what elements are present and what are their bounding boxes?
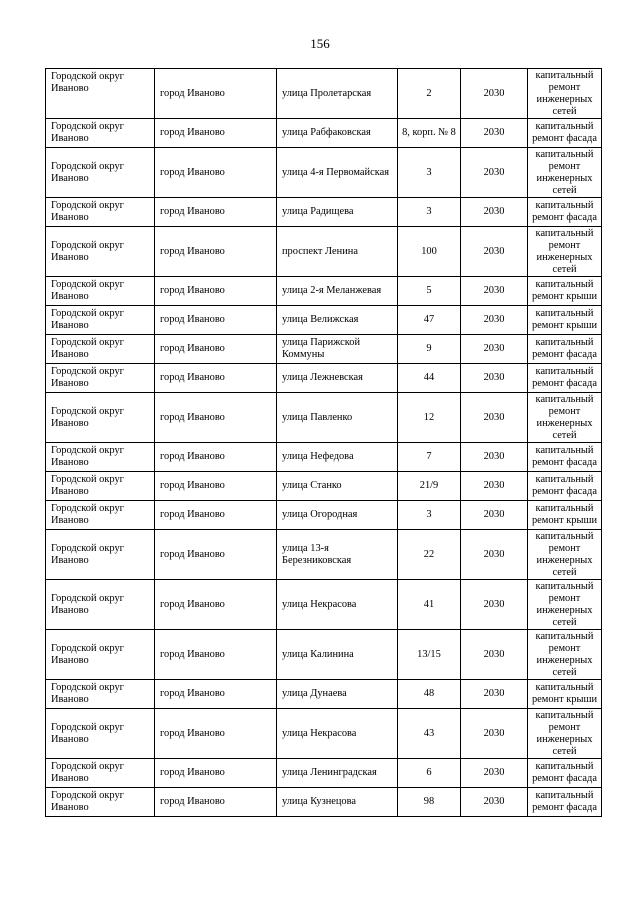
god-cell: 2030: [461, 364, 528, 393]
god-cell: 2030: [461, 148, 528, 198]
god-cell: 2030: [461, 335, 528, 364]
vid-cell: капитальный ремонт фасада: [528, 788, 602, 817]
gorod-cell: город Иваново: [155, 709, 277, 759]
table-row: [46, 198, 602, 227]
vid-cell: капитальный ремонт инженерных сетей: [528, 393, 602, 443]
vid-cell: капитальный ремонт фасада: [528, 119, 602, 148]
okrug-cell: Городской округ Иваново: [46, 364, 155, 393]
gorod-cell: город Иваново: [155, 443, 277, 472]
god-cell: 2030: [461, 709, 528, 759]
dom-cell: 8, корп. № 8: [398, 119, 461, 148]
table-row: [46, 119, 602, 148]
dom-cell: 100: [398, 227, 461, 277]
vid-cell: капитальный ремонт крыши: [528, 277, 602, 306]
vid-cell: капитальный ремонт крыши: [528, 306, 602, 335]
gorod-cell: город Иваново: [155, 227, 277, 277]
page-number: 156: [310, 36, 330, 51]
table-row: [46, 148, 602, 198]
gorod-cell: город Иваново: [155, 530, 277, 580]
gorod-cell: город Иваново: [155, 759, 277, 788]
gorod-cell: город Иваново: [155, 501, 277, 530]
vid-cell: капитальный ремонт крыши: [528, 501, 602, 530]
vid-cell: капитальный ремонт инженерных сетей: [528, 148, 602, 198]
dom-cell: 9: [398, 335, 461, 364]
okrug-cell: Городской округ Иваново: [46, 709, 155, 759]
dom-cell: 22: [398, 530, 461, 580]
okrug-cell: Городской округ Иваново: [46, 759, 155, 788]
ulica-cell: улица Велижская: [277, 306, 398, 335]
okrug-cell: Городской округ Иваново: [46, 277, 155, 306]
table-row: [46, 306, 602, 335]
dom-cell: 98: [398, 788, 461, 817]
table-row: [46, 443, 602, 472]
table-row: [46, 788, 602, 817]
dom-cell: 3: [398, 148, 461, 198]
table-row: [46, 630, 602, 680]
table-body: [46, 69, 602, 817]
vid-cell: капитальный ремонт фасада: [528, 198, 602, 227]
god-cell: 2030: [461, 198, 528, 227]
ulica-cell: улица Некрасова: [277, 580, 398, 630]
god-cell: 2030: [461, 530, 528, 580]
ulica-cell: улица Лежневская: [277, 364, 398, 393]
gorod-cell: город Иваново: [155, 472, 277, 501]
okrug-cell: Городской округ Иваново: [46, 393, 155, 443]
table-row: [46, 393, 602, 443]
vid-cell: капитальный ремонт крыши: [528, 680, 602, 709]
okrug-cell: Городской округ Иваново: [46, 335, 155, 364]
ulica-cell: улица Пролетарская: [277, 69, 398, 119]
god-cell: 2030: [461, 501, 528, 530]
gorod-cell: город Иваново: [155, 364, 277, 393]
okrug-cell: Городской округ Иваново: [46, 680, 155, 709]
okrug-cell: Городской округ Иваново: [46, 69, 155, 119]
dom-cell: 5: [398, 277, 461, 306]
ulica-cell: улица Огородная: [277, 501, 398, 530]
dom-cell: 6: [398, 759, 461, 788]
dom-cell: 43: [398, 709, 461, 759]
table-row: [46, 472, 602, 501]
okrug-cell: Городской округ Иваново: [46, 227, 155, 277]
ulica-cell: улица Калинина: [277, 630, 398, 680]
dom-cell: 44: [398, 364, 461, 393]
ulica-cell: улица Рабфаковская: [277, 119, 398, 148]
ulica-cell: улица Станко: [277, 472, 398, 501]
okrug-cell: Городской округ Иваново: [46, 788, 155, 817]
vid-cell: капитальный ремонт инженерных сетей: [528, 630, 602, 680]
ulica-cell: улица 13-я Березниковская: [277, 530, 398, 580]
table-row: [46, 530, 602, 580]
ulica-cell: улица Нефедова: [277, 443, 398, 472]
god-cell: 2030: [461, 69, 528, 119]
vid-cell: капитальный ремонт фасада: [528, 472, 602, 501]
ulica-cell: улица Дунаева: [277, 680, 398, 709]
god-cell: 2030: [461, 277, 528, 306]
god-cell: 2030: [461, 630, 528, 680]
ulica-cell: улица Ленинградская: [277, 759, 398, 788]
table-row: [46, 227, 602, 277]
table-row: [46, 680, 602, 709]
god-cell: 2030: [461, 227, 528, 277]
gorod-cell: город Иваново: [155, 69, 277, 119]
table-row: [46, 501, 602, 530]
god-cell: 2030: [461, 788, 528, 817]
ulica-cell: проспект Ленина: [277, 227, 398, 277]
ulica-cell: улица 2-я Меланжевая: [277, 277, 398, 306]
gorod-cell: город Иваново: [155, 788, 277, 817]
table-row: [46, 69, 602, 119]
vid-cell: капитальный ремонт фасада: [528, 759, 602, 788]
okrug-cell: Городской округ Иваново: [46, 119, 155, 148]
ulica-cell: улица 4-я Первомайская: [277, 148, 398, 198]
dom-cell: 3: [398, 198, 461, 227]
ulica-cell: улица Павленко: [277, 393, 398, 443]
vid-cell: капитальный ремонт фасада: [528, 335, 602, 364]
gorod-cell: город Иваново: [155, 393, 277, 443]
gorod-cell: город Иваново: [155, 198, 277, 227]
god-cell: 2030: [461, 580, 528, 630]
vid-cell: капитальный ремонт инженерных сетей: [528, 227, 602, 277]
dom-cell: 47: [398, 306, 461, 335]
god-cell: 2030: [461, 119, 528, 148]
dom-cell: 2: [398, 69, 461, 119]
god-cell: 2030: [461, 393, 528, 443]
god-cell: 2030: [461, 759, 528, 788]
vid-cell: капитальный ремонт инженерных сетей: [528, 580, 602, 630]
god-cell: 2030: [461, 680, 528, 709]
ulica-cell: улица Радищева: [277, 198, 398, 227]
god-cell: 2030: [461, 472, 528, 501]
gorod-cell: город Иваново: [155, 680, 277, 709]
repair-schedule-table: [45, 68, 602, 817]
okrug-cell: Городской округ Иваново: [46, 472, 155, 501]
table-row: [46, 759, 602, 788]
table-row: [46, 277, 602, 306]
gorod-cell: город Иваново: [155, 148, 277, 198]
okrug-cell: Городской округ Иваново: [46, 443, 155, 472]
gorod-cell: город Иваново: [155, 119, 277, 148]
vid-cell: капитальный ремонт инженерных сетей: [528, 709, 602, 759]
okrug-cell: Городской округ Иваново: [46, 580, 155, 630]
gorod-cell: город Иваново: [155, 630, 277, 680]
okrug-cell: Городской округ Иваново: [46, 630, 155, 680]
gorod-cell: город Иваново: [155, 580, 277, 630]
ulica-cell: улица Кузнецова: [277, 788, 398, 817]
okrug-cell: Городской округ Иваново: [46, 198, 155, 227]
dom-cell: 12: [398, 393, 461, 443]
okrug-cell: Городской округ Иваново: [46, 306, 155, 335]
okrug-cell: Городской округ Иваново: [46, 501, 155, 530]
dom-cell: 41: [398, 580, 461, 630]
gorod-cell: город Иваново: [155, 335, 277, 364]
god-cell: 2030: [461, 306, 528, 335]
god-cell: 2030: [461, 443, 528, 472]
dom-cell: 48: [398, 680, 461, 709]
table-row: [46, 580, 602, 630]
table-row: [46, 709, 602, 759]
ulica-cell: улица Некрасова: [277, 709, 398, 759]
table-row: [46, 364, 602, 393]
okrug-cell: Городской округ Иваново: [46, 530, 155, 580]
dom-cell: 21/9: [398, 472, 461, 501]
dom-cell: 13/15: [398, 630, 461, 680]
okrug-cell: Городской округ Иваново: [46, 148, 155, 198]
table-row: [46, 335, 602, 364]
vid-cell: капитальный ремонт фасада: [528, 443, 602, 472]
gorod-cell: город Иваново: [155, 306, 277, 335]
dom-cell: 3: [398, 501, 461, 530]
dom-cell: 7: [398, 443, 461, 472]
vid-cell: капитальный ремонт инженерных сетей: [528, 530, 602, 580]
vid-cell: капитальный ремонт инженерных сетей: [528, 69, 602, 119]
gorod-cell: город Иваново: [155, 277, 277, 306]
vid-cell: капитальный ремонт фасада: [528, 364, 602, 393]
ulica-cell: улица Парижской Коммуны: [277, 335, 398, 364]
